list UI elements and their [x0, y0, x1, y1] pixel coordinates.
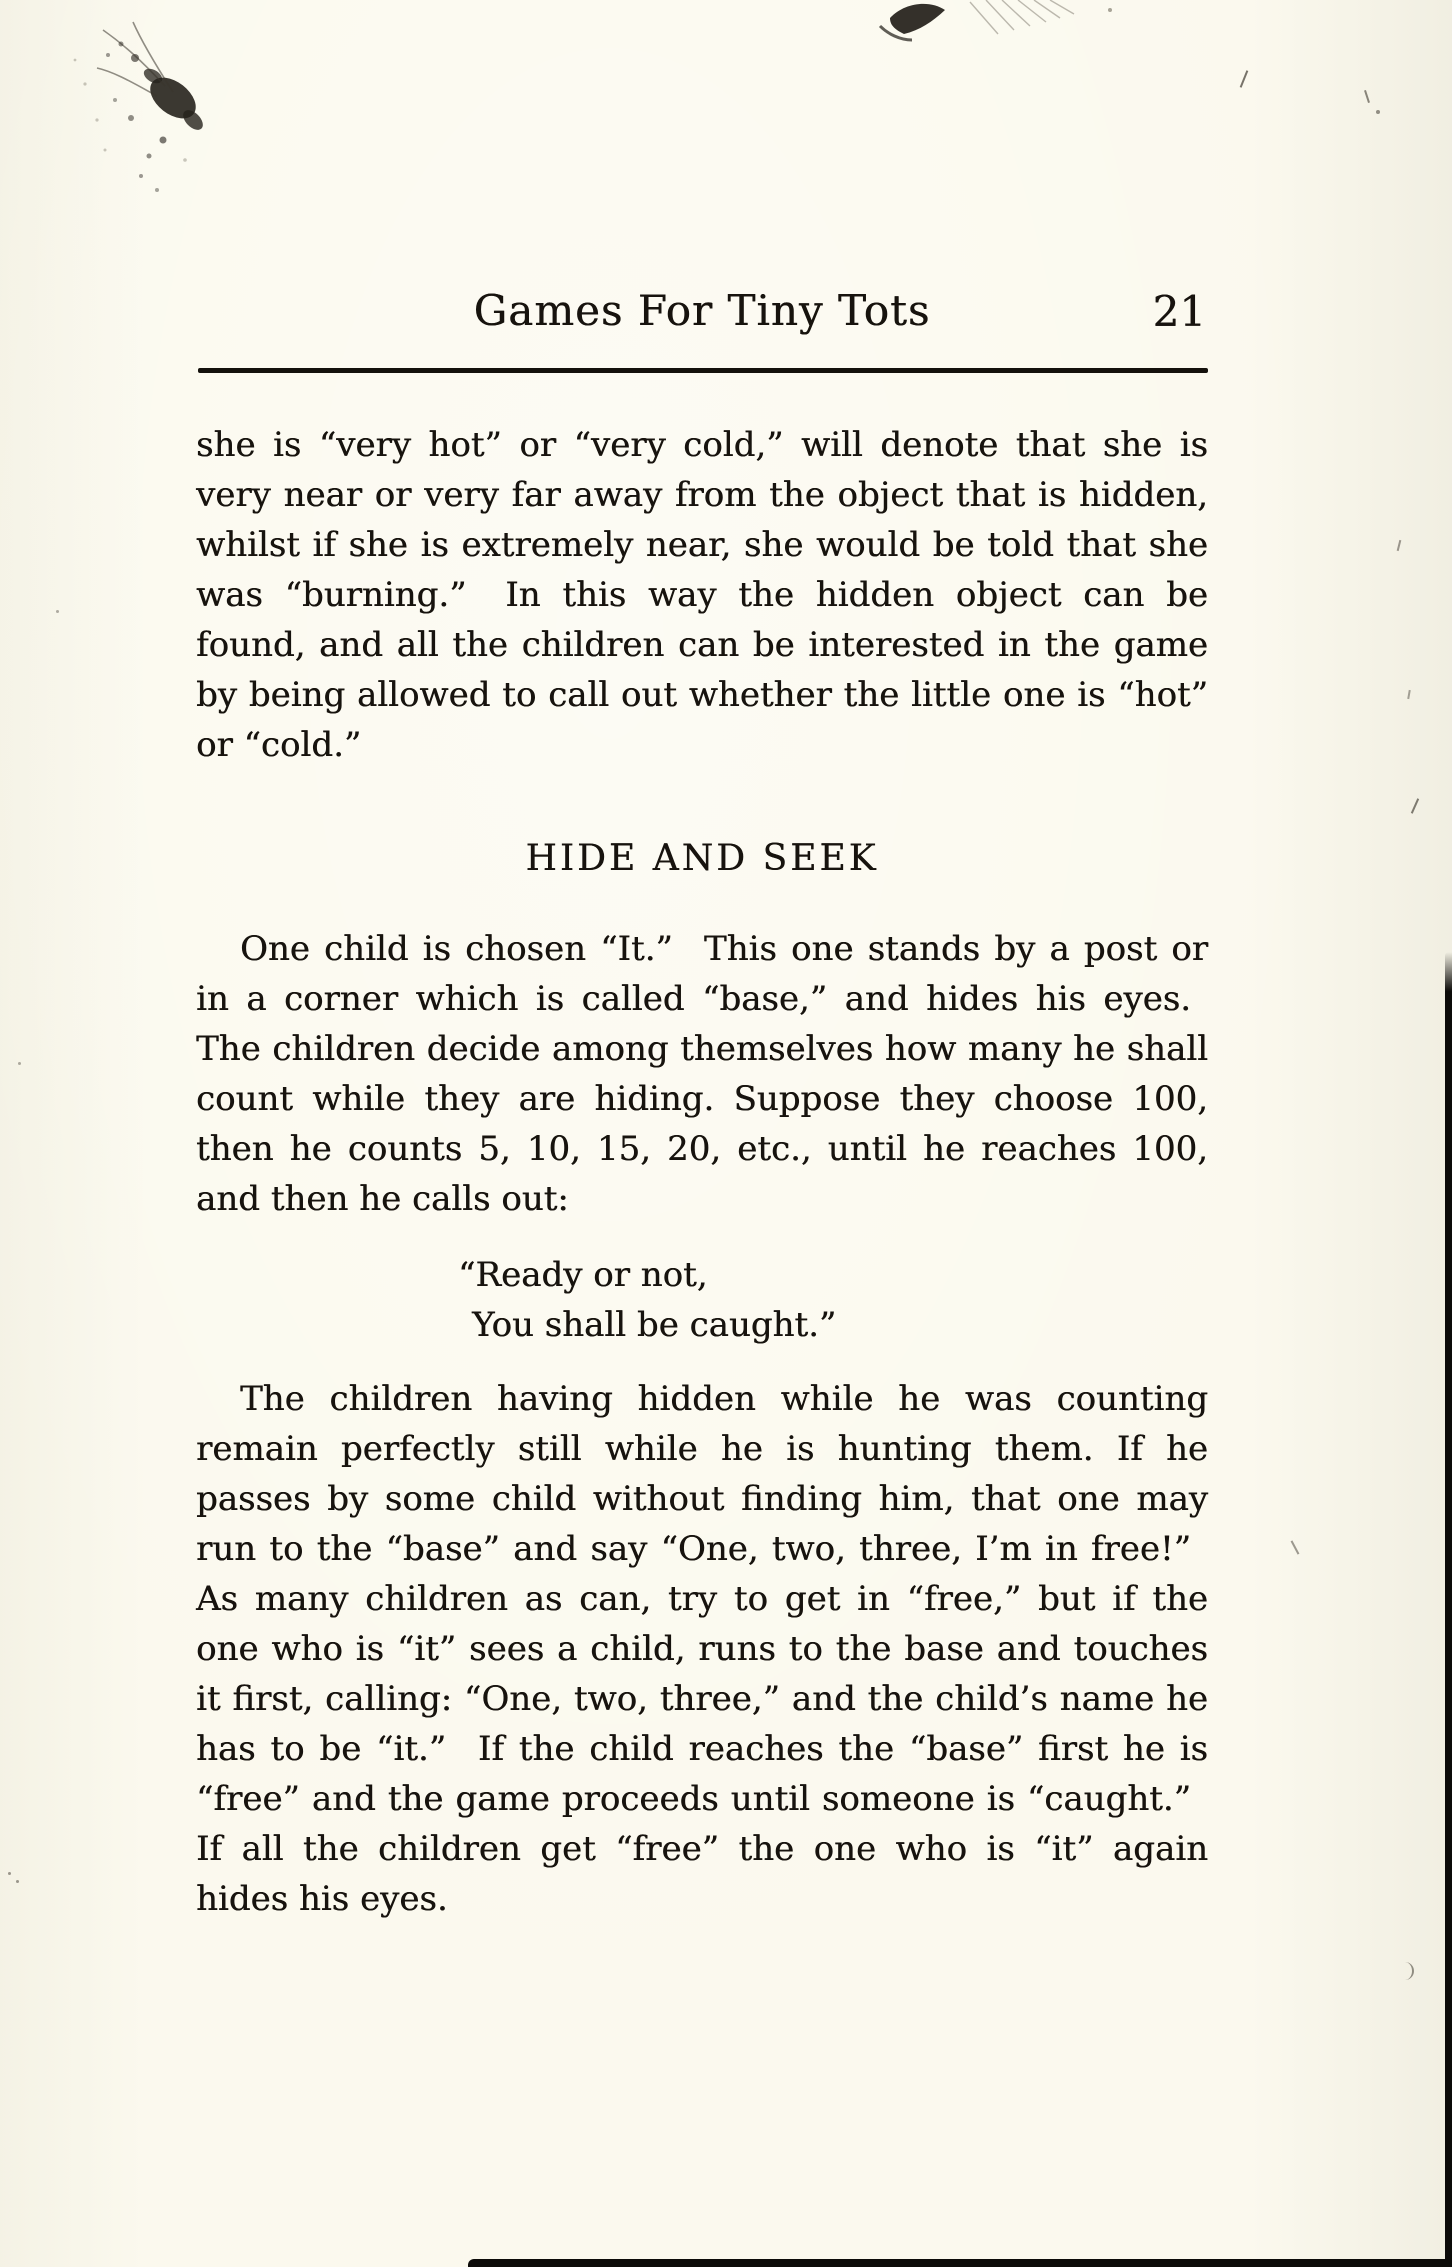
verse-line: “Ready or not, [458, 1255, 708, 1295]
page-body [196, 420, 1208, 1924]
scan-edge-right [1445, 952, 1452, 2267]
section-heading: HIDE AND SEEK [525, 838, 879, 879]
paragraph-hide-seek-intro: One child is chosen “It.” This one stands by a post or in a corner which is called “base,” and hides his eyes. The children decide among themselves how many he shall count while they are hiding. Suppose they choose 100, then he counts 5, 10, 15, 20, etc., until he reaches 100, and then he calls out: [196, 929, 1208, 1219]
scan-speck [56, 610, 59, 613]
scan-speck [1397, 540, 1402, 551]
running-title: Games For Tiny Tots [473, 286, 931, 335]
scan-speck [1411, 798, 1419, 813]
verse-line: You shall be caught.” [472, 1305, 837, 1345]
page-number: 21 [1152, 287, 1206, 336]
scan-speck [1291, 1540, 1300, 1554]
ink-smudge-icon [45, 0, 265, 240]
scan-speck [1240, 70, 1249, 87]
scan-speck [1402, 1962, 1414, 1980]
ink-scribble-icon [860, 0, 1160, 70]
header-rule [198, 368, 1208, 373]
scan-speck [1364, 90, 1370, 103]
verse [458, 1250, 1208, 1350]
scan-edge-bottom [468, 2259, 1452, 2267]
paragraph-hot-cold: she is “very hot” or “very cold,” will denote that she is very near or very far away from the object that is hidden, whilst if she is extremely near, she would be told that she was “burning.” In this way the hidden object can be found, and all the children can be interested in the game by being allowed to call out whether the little one is “hot” or “cold.” [196, 425, 1208, 765]
scan-speck [1407, 690, 1411, 699]
scan-speck [18, 1062, 21, 1065]
scan-speck [1376, 110, 1380, 114]
page-header [196, 286, 1208, 344]
paragraph-hide-seek-rules: The children having hidden while he was counting remain perfectly still while he is hunting them. If he passes by some child without finding him, that one may run to the “base” and say “One, two, three, I’m in free!” As many children as can, try to get in “free,” but if the one who is “it” sees a child, runs to the base and touches it first, calling: “One, two, three,” and the child’s name he has to be “it.” If the child reaches the “base” first he is “free” and the game proceeds until someone is “caught.” If all the children get “free” the one who is “it” again hides his eyes. [196, 1379, 1208, 1919]
scan-speck [8, 1872, 11, 1875]
scan-speck [16, 1880, 19, 1883]
